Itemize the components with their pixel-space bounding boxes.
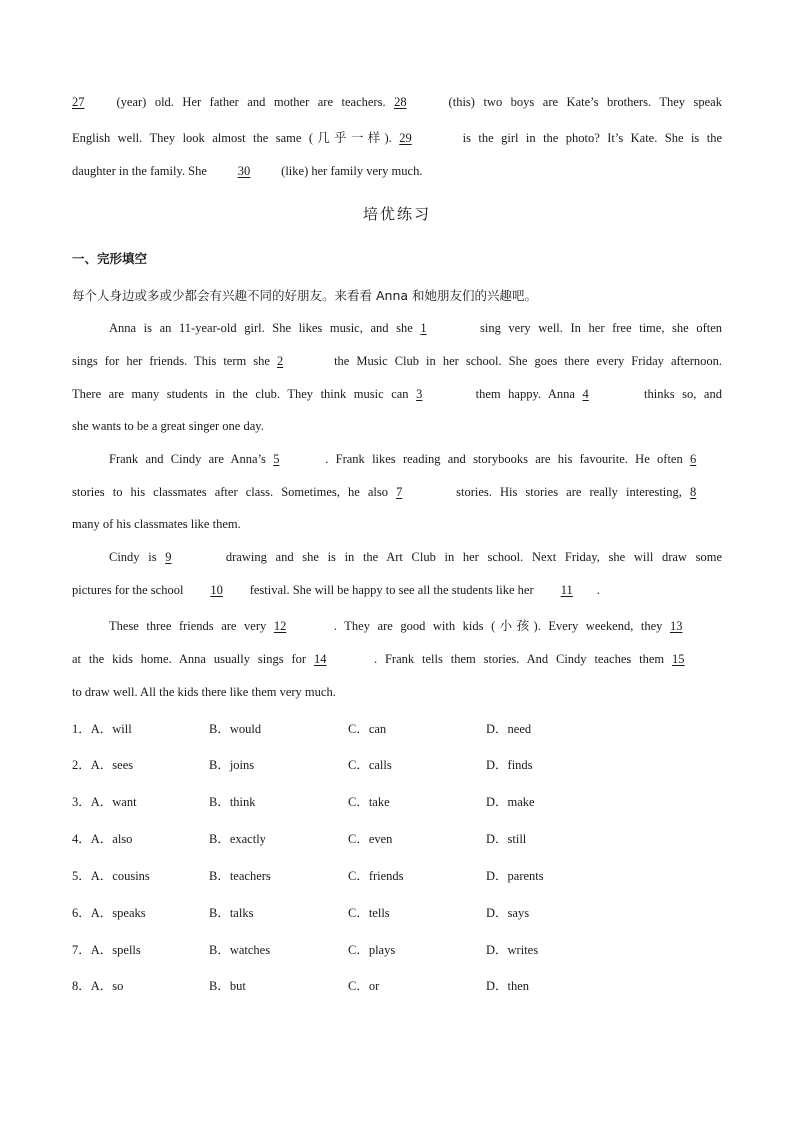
question-5	[72, 866, 722, 884]
top-passage-line-2	[72, 128, 722, 146]
option-d[interactable]: D．says	[486, 906, 530, 920]
option-a[interactable]: 1．A．will	[72, 722, 132, 736]
text: Frank and Cindy are Anna’s	[109, 452, 274, 466]
blank-2[interactable]: 2	[277, 354, 284, 368]
question-3	[72, 792, 722, 810]
blank-7[interactable]: 7	[396, 485, 403, 499]
text: .	[596, 583, 600, 597]
blank-13[interactable]: 13	[669, 619, 683, 633]
option-b[interactable]: B．but	[209, 979, 246, 993]
blank-8[interactable]: 8	[690, 485, 697, 499]
option-c[interactable]: C．even	[348, 832, 393, 846]
blank-27[interactable]: 27	[72, 95, 85, 109]
text: (year) old. Her father and mother are teachers.	[108, 95, 395, 109]
passage-line	[72, 517, 722, 532]
option-a[interactable]: 2．A．sees	[72, 758, 134, 772]
text: There are many students in the club. They think music can	[72, 387, 417, 401]
passage-line	[72, 685, 722, 700]
passage-line	[72, 485, 722, 500]
text: the Music Club in her school. She goes there every Friday afternoon.	[327, 354, 722, 368]
blank-4[interactable]: 4	[582, 387, 589, 401]
text: sings for her friends. This term she	[72, 354, 278, 368]
text: stories. His stories are really interesting,	[448, 485, 690, 499]
text: drawing and she is in the Art Club in her school. Next Friday, she will draw some	[217, 550, 722, 564]
option-c[interactable]: C．plays	[348, 943, 396, 957]
option-d[interactable]: D．still	[486, 832, 527, 846]
blank-30[interactable]: 30	[237, 164, 251, 178]
text: sing very well. In her free time, she often	[472, 321, 723, 335]
passage-line	[109, 452, 722, 467]
text: Cindy is	[109, 550, 166, 564]
part-heading: 一、完形填空	[72, 251, 148, 266]
option-d[interactable]: D．parents	[486, 869, 544, 883]
blank-14[interactable]: 14	[313, 652, 327, 666]
text: These three friends are very	[109, 619, 274, 633]
passage-line	[72, 652, 722, 667]
text: Anna is an 11-year-old girl. She likes music, and she	[109, 321, 421, 335]
blank-15[interactable]: 15	[672, 652, 685, 666]
option-b[interactable]: B．watches	[209, 943, 271, 957]
option-b[interactable]: B．joins	[209, 758, 255, 772]
text: to draw well. All the kids there like them very much.	[72, 685, 336, 699]
text: festival. She will be happy to see all the students like her	[246, 583, 537, 597]
option-d[interactable]: D．make	[486, 795, 535, 809]
option-c[interactable]: C．calls	[348, 758, 392, 772]
text: pictures for the school	[72, 583, 187, 597]
blank-10[interactable]: 10	[210, 583, 223, 597]
section-title: 培优练习	[362, 205, 431, 223]
question-8	[72, 976, 722, 994]
text: at the kids home. Anna usually sings for	[72, 652, 314, 666]
blank-6[interactable]: 6	[690, 452, 697, 466]
intro-text: 每个人身边或多或少都会有兴趣不同的好朋友。来看看 Anna 和她朋友们的兴趣吧。	[72, 288, 538, 303]
option-c[interactable]: C．or	[348, 979, 380, 993]
question-1	[72, 719, 722, 737]
option-b[interactable]: B．would	[209, 722, 262, 736]
text: daughter in the family. She	[72, 164, 211, 178]
passage-line	[72, 354, 722, 369]
blank-3[interactable]: 3	[416, 387, 423, 401]
passage-line	[72, 387, 722, 402]
text: . They are good with kids (小孩). Every weekend, they	[333, 619, 670, 633]
text: (like) her family very much.	[278, 164, 423, 178]
text: thinks so, and	[636, 387, 722, 401]
blank-29[interactable]: 29	[399, 131, 412, 145]
option-d[interactable]: D．need	[486, 722, 532, 736]
text: them happy. Anna	[468, 387, 583, 401]
option-c[interactable]: C．friends	[348, 869, 404, 883]
text: . Frank likes reading and storybooks are his favourite. He often	[325, 452, 690, 466]
option-d[interactable]: D．finds	[486, 758, 533, 772]
question-6	[72, 903, 722, 921]
question-4	[72, 829, 722, 847]
question-7	[72, 940, 722, 958]
text: . Frank tells them stories. And Cindy teaches them	[373, 652, 673, 666]
question-2	[72, 755, 722, 773]
blank-5[interactable]: 5	[273, 452, 280, 466]
option-a[interactable]: 6．A．speaks	[72, 906, 146, 920]
passage-line	[109, 321, 722, 336]
text: English well. They look almost the same (几乎一样).	[72, 131, 400, 145]
text: stories to his classmates after class. Sometimes, he also	[72, 485, 397, 499]
option-b[interactable]: B．exactly	[209, 832, 266, 846]
option-d[interactable]: D．then	[486, 979, 530, 993]
option-a[interactable]: 4．A．also	[72, 832, 133, 846]
option-d[interactable]: D．writes	[486, 943, 539, 957]
blank-9[interactable]: 9	[165, 550, 172, 564]
blank-28[interactable]: 28	[394, 95, 407, 109]
option-a[interactable]: 3．A．want	[72, 795, 137, 809]
text: many of his classmates like them.	[72, 517, 241, 531]
passage-line	[109, 616, 722, 634]
blank-12[interactable]: 12	[273, 619, 287, 633]
option-a[interactable]: 7．A．spells	[72, 943, 141, 957]
option-c[interactable]: C．take	[348, 795, 390, 809]
option-b[interactable]: B．think	[209, 795, 256, 809]
option-b[interactable]: B．teachers	[209, 869, 271, 883]
text: she wants to be a great singer one day.	[72, 419, 264, 433]
top-passage-line-1	[72, 95, 722, 110]
passage-line	[72, 419, 722, 434]
blank-1[interactable]: 1	[420, 321, 427, 335]
option-c[interactable]: C．can	[348, 722, 387, 736]
option-a[interactable]: 8．A．so	[72, 979, 124, 993]
passage-line	[109, 550, 722, 565]
text: (this) two boys are Kate’s brothers. They speak	[440, 95, 722, 109]
text: is the girl in the photo? It’s Kate. She is the	[455, 131, 722, 145]
option-c[interactable]: C．tells	[348, 906, 390, 920]
option-b[interactable]: B．talks	[209, 906, 254, 920]
passage-line	[72, 583, 722, 598]
blank-11[interactable]: 11	[560, 583, 573, 597]
top-passage-line-3	[72, 164, 722, 179]
option-a[interactable]: 5．A．cousins	[72, 869, 150, 883]
